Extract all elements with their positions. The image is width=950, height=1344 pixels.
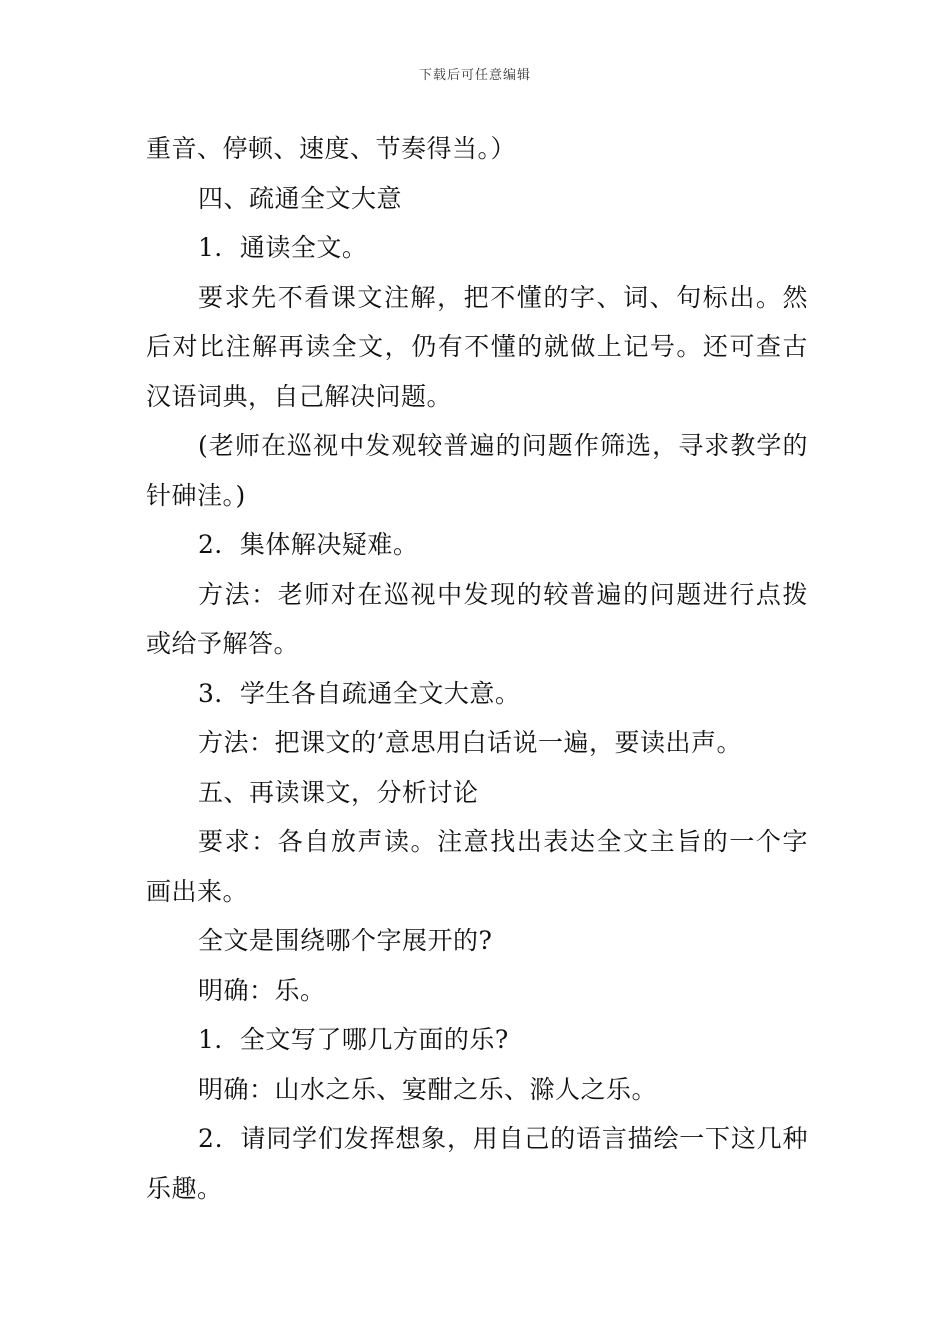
paragraph-question: 全文是围绕哪个字展开的?: [198, 926, 493, 955]
paragraph-question: 1．全文写了哪几方面的乐?: [198, 1025, 509, 1054]
document-body: [146, 124, 808, 1213]
paragraph-question: 2．请同学们发挥想象，用自己的语言描绘一下这几种乐趣。: [146, 1124, 808, 1203]
paragraph-teacher-note: (老师在巡视中发观较普遍的问题作筛选，寻求教学的针砷洼。): [146, 431, 808, 510]
section-heading-5: 五、再读课文，分析讨论: [198, 777, 479, 807]
step-item: 3．学生各自疏通全文大意。: [198, 678, 521, 708]
paragraph-requirement: 要求：各自放声读。注意找出表达全文主旨的一个字画出来。: [146, 827, 808, 906]
paragraph-1: 重音、停顿、速度、节奏得当。）: [146, 134, 517, 163]
paragraph-method: 方法：把课文的’意思用白话说一遍，要读出声。: [198, 728, 742, 757]
step-item: 1．通读全文。: [198, 233, 368, 262]
section-heading-4: 四、疏通全文大意: [198, 183, 403, 213]
paragraph-answer: 明确：乐。: [198, 975, 326, 1005]
page-header: 下载后可任意编辑: [418, 68, 531, 83]
step-item: 2．集体解决疑难。: [198, 530, 419, 559]
paragraph-requirement: 要求先不看课文注解，把不懂的字、词、句标出。然后对比注解再读全文，仍有不懂的就做上记号。还可查古汉语词典，自己解决问题。: [146, 282, 808, 411]
paragraph-answer: 明确：山水之乐、宴酣之乐、滁人之乐。: [198, 1074, 658, 1104]
paragraph-method: 方法：老师对在巡视中发现的较普遍的问题进行点拨或给予解答。: [146, 579, 808, 658]
